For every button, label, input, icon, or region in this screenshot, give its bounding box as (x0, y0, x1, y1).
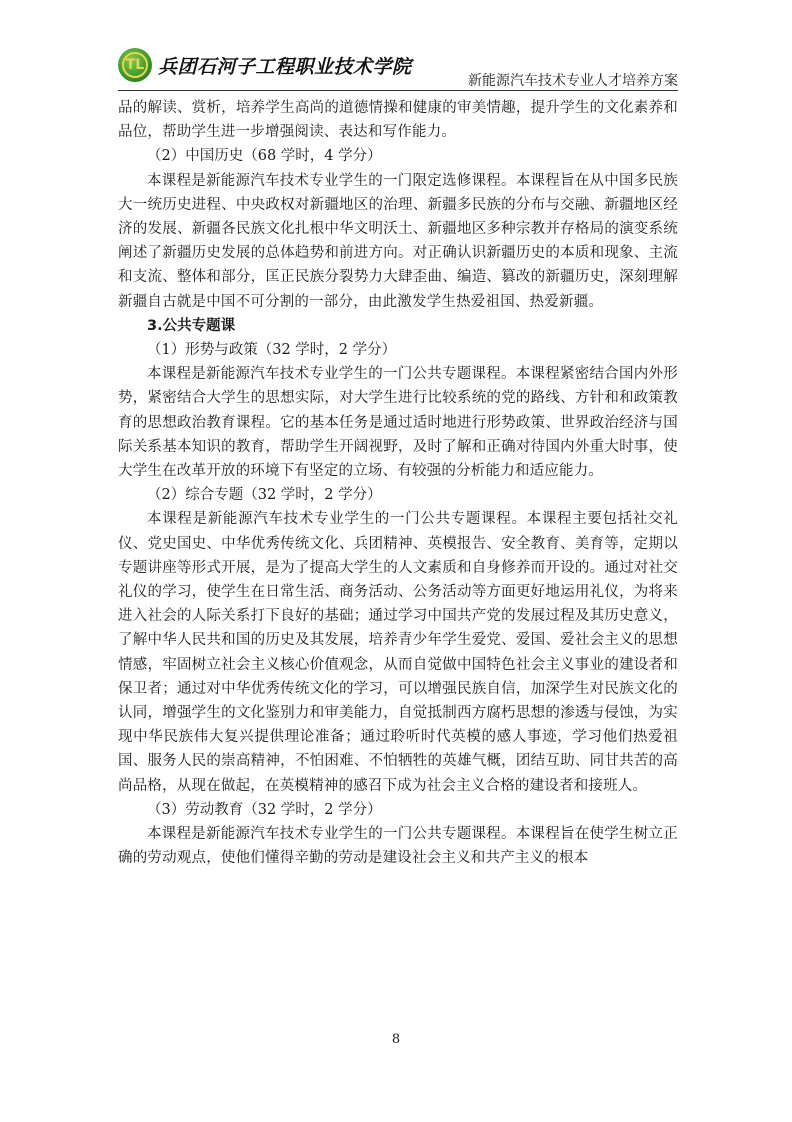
page-header (118, 48, 678, 90)
document-title: 新能源汽车技术专业人才培养方案 (468, 73, 678, 89)
paragraph-continuation: 品的解读、赏析，培养学生高尚的道德情操和健康的审美情趣，提升学生的文化素养和品位，帮助学生进一步增强阅读、表达和写作能力。 (118, 100, 678, 141)
school-name: 兵团石河子工程职业技术学院 (158, 55, 412, 78)
paragraph-comprehensive-topics: 本课程是新能源汽车技术专业学生的一门公共专题课程。本课程主要包括社交礼仪、党史国史、中华优秀传统文化、兵团精神、英模报告、安全教育、美育等，定期以专题讲座等形式开展，是为了提高大学生的人文素质和自身修养而开设的。通过对社交礼仪的学习，使学生在日常生活、商务活动、公务活动等方面更好地运用礼仪，为将来进入社会的人际关系打下良好的基础；通过学习中国共产党的发展过程及其历史意义，了解中华人民共和国的历史及其发展，培养青少年学生爱党、爱国、爱社会主义的思想情感，牢固树立社会主义核心价值观念，从而自觉做中国特色社会主义事业的建设者和保卫者；通过对中华优秀传统文化的学习，可以增强民族自信，加深学生对民族文化的认同，增强学生的文化鉴别力和审美能力，自觉抵制西方腐朽思想的渗透与侵蚀，为实现中华民族伟大复兴提供理论准备；通过聆听时代英模的感人事迹，学习他们热爱祖国、服务人民的崇高精神，不怕困难、不怕牺牲的英雄气概，团结互助、同甘共苦的高尚品格，从现在做起，在英模精神的感召下成为社会主义合格的建设者和接班人。 (118, 511, 678, 794)
paragraph-situation-policy: 本课程是新能源汽车技术专业学生的一门公共专题课程。本课程紧密结合国内外形势，紧密结合大学生的思想实际，对大学生进行比较系统的党的路线、方针和和政策教育的思想政治教育课程。它的基本任务是通过适时地进行形势政策、世界政治经济与国际关系基本知识的教育，帮助学生开阔视野，及时了解和正确对待国内外重大时事，使大学生在改革开放的环境下有坚定的立场、有较强的分析能力和适应能力。 (118, 366, 678, 480)
header-divider (118, 90, 678, 91)
school-logo-icon: TL (118, 48, 152, 82)
heading-situation-policy: （1）形势与政策（32 学时，2 学分） (147, 342, 397, 359)
heading-chinese-history: （2）中国历史（68 学时，4 学分） (147, 148, 382, 165)
school-logo-group (118, 48, 412, 82)
page-body (118, 96, 678, 871)
heading-public-topics: 3.公共专题课 (147, 317, 236, 334)
heading-comprehensive-topics: （2）综合专题（32 学时，2 学分） (147, 487, 382, 504)
paragraph-labor-education: 本课程是新能源汽车技术专业学生的一门公共专题课程。本课程旨在使学生树立正确的劳动观点，使他们懂得辛勤的劳动是建设社会主义和共产主义的根本 (118, 826, 678, 867)
page-number: 8 (391, 1032, 401, 1047)
paragraph-chinese-history: 本课程是新能源汽车技术专业学生的一门限定选修课程。本课程旨在从中国多民族大一统历史进程、中央政权对新疆地区的治理、新疆多民族的分布与交融、新疆地区经济的发展、新疆各民族文化扎根中华文明沃土、新疆地区多种宗教并存格局的演变系统阐述了新疆历史发展的总体趋势和前进方向。对正确认识新疆历史的本质和现象、主流和支流、整体和部分，匡正民族分裂势力大肆歪曲、编造、篡改的新疆历史，深刻理解新疆自古就是中国不可分割的一部分，由此激发学生热爱祖国、热爱新疆。 (118, 172, 678, 310)
heading-labor-education: （3）劳动教育（32 学时，2 学分） (147, 801, 382, 818)
